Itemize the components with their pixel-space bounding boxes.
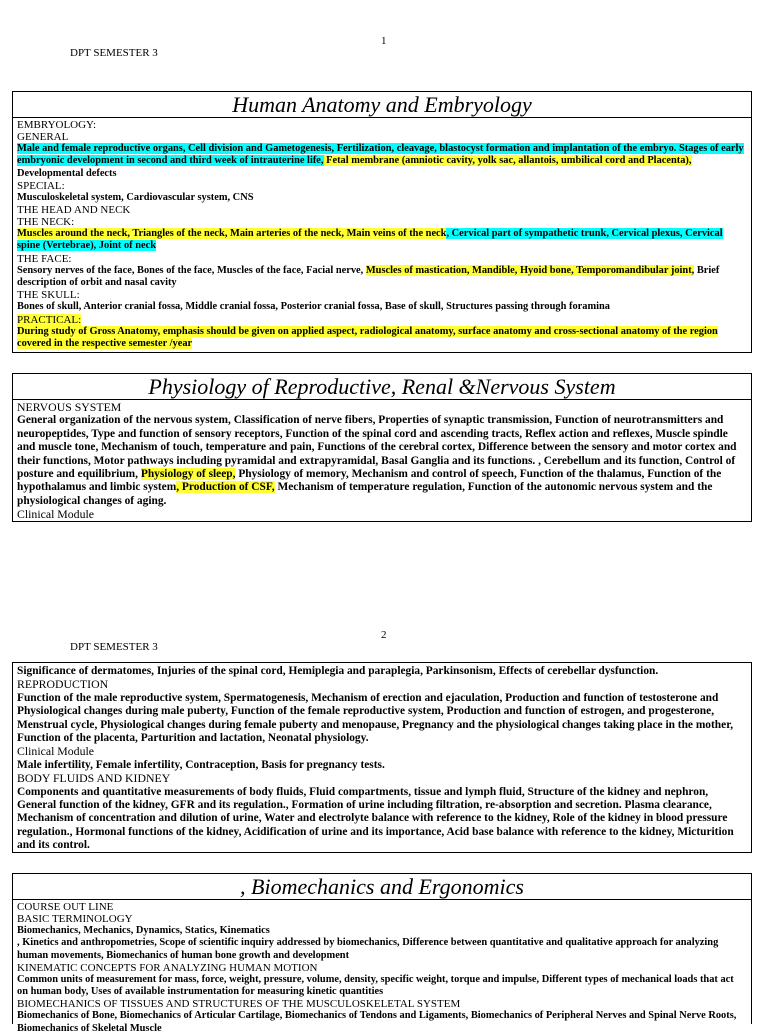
- paragraph: Common units of measurement for mass, force, weight, pressure, volume, density, specific weight, torque and impulse, Different types of mechanical loads that act on human body, Uses of available instrumentation for measuring kinetic quantities: [17, 973, 734, 998]
- subheading: REPRODUCTION: [17, 677, 109, 692]
- highlight-yellow: , Production of CSF,: [176, 481, 275, 494]
- subheading: [17, 314, 747, 326]
- section-title: Human Anatomy and Embryology: [13, 92, 751, 118]
- page-header: DPT SEMESTER 3: [70, 47, 158, 59]
- subheading: THE SKULL:: [17, 289, 80, 302]
- physiology-continued-section: [12, 662, 752, 853]
- subheading: Clinical Module: [17, 507, 94, 522]
- subheading: BODY FLUIDS AND KIDNEY: [17, 771, 171, 786]
- physiology-section: [12, 373, 752, 522]
- highlight-yellow: Fetal membrane (amniotic cavity, yolk sac, allantois, umbilical cord and Placenta),: [323, 155, 692, 167]
- paragraph: Significance of dermatomes, Injuries of the spinal cord, Hemiplegia and paraplegia, Parkinsonism, Effects of cerebellar dysfunction.: [17, 665, 659, 677]
- subheading: KINEMATIC CONCEPTS FOR ANALYZING HUMAN MOTION: [17, 961, 318, 974]
- subheading: NERVOUS SYSTEM: [17, 400, 122, 414]
- paragraph: Function of the male reproductive system, Spermatogenesis, Mechanism of erection and ejaculation, Production and function of testosterone and Physiological changes during male puberty, Function of the female reproductive system, Production and function of estrogen, and progesterone, Menstrual cycle, Physiological changes during female puberty and menopause, Pregnancy and the physiological changes taking place in the mother, Function of the placenta, Parturition and lactation, Neonatal physiology.: [17, 691, 734, 745]
- paragraph: Components and quantitative measurements of body fluids, Fluid compartments, tissue and lymph fluid, Structure of the kidney and nephron, General function of the kidney, GFR and its regulation., Formation of urine including filtration, re-absorption and secretion. Plasma clearance, Mechanism of concentration and dilution of urine, Water and electrolyte balance with reference to the kidney, Role of the kidney in blood pressure regulation., Hormonal functions of the kidney, Acidification of urine and its importance, Acid base balance with reference to the kidney, Micturition and its control.: [17, 785, 734, 852]
- subheading: BIOMECHANICS OF TISSUES AND STRUCTURES OF THE MUSCULOSKELETAL SYSTEM: [17, 998, 461, 1011]
- biomechanics-section: [12, 873, 752, 1034]
- paragraph: Musculoskeletal system, Cardiovascular system, CNS: [17, 191, 254, 203]
- page-number: 2: [381, 629, 387, 641]
- subheading: BASIC TERMINOLOGY: [17, 913, 133, 925]
- subheading: SPECIAL:: [17, 179, 65, 192]
- subheading: GENERAL: [17, 131, 69, 143]
- paragraph: [17, 228, 747, 253]
- paragraph: [17, 265, 747, 290]
- paragraph: [17, 143, 747, 180]
- section-title: Physiology of Reproductive, Renal &Nervous System: [13, 374, 751, 400]
- paragraph: [17, 414, 747, 508]
- subheading: Clinical Module: [17, 744, 94, 759]
- text-span: Mechanism of temperature regulation, Function of the autonomic nervous system and the physiological changes of aging.: [17, 481, 713, 507]
- section-title: , Biomechanics and Ergonomics: [13, 874, 751, 900]
- page-header: DPT SEMESTER 3: [70, 641, 158, 653]
- paragraph: Bones of skull, Anterior cranial fossa, Middle cranial fossa, Posterior cranial fossa, Base of skull, Structures passing through foramina: [17, 301, 610, 313]
- paragraph: , Kinetics and anthropometries, Scope of scientific inquiry addressed by biomechanics, Difference between quantitative and qualitative approach for analyzing human movements, Biomechanics of human bone growth and development: [17, 937, 719, 961]
- subheading: COURSE OUT LINE: [17, 901, 114, 913]
- paragraph: Biomechanics, Mechanics, Dynamics, Statics, Kinematics: [17, 925, 270, 936]
- anatomy-section: [12, 91, 752, 353]
- subheading: THE HEAD AND NECK: [17, 204, 131, 217]
- paragraph: Biomechanics of Bone, Biomechanics of Articular Cartilage, Biomechanics of Tendons and Ligaments, Biomechanics of Peripheral Nerves and Spinal Nerve Roots, Biomechanics of Skeletal Muscle: [17, 1010, 737, 1034]
- text-span: General organization of the nervous system, Classification of nerve fibers, Properties of synaptic transmission, Function of neurotransmitters and neuropeptides, Type and function of sensory receptors, Function of the spinal cord and ascending tracts, Reflex action and reflexes, Muscle spindle and muscle tone, Mechanism of touch, temperature and pain, Functions of the cerebral cortex, Difference between the sensory and motor cortex and their functions, Motor pathways including pyramidal and extrapyramidal, Basal Ganglia and its functions. , Cerebellum and its function, Control of posture and equilibrium,: [17, 414, 737, 481]
- highlight-yellow: Muscles around the neck, Triangles of the neck, Main arteries of the neck, Main veins of the neck: [17, 228, 447, 240]
- text-span: Developmental defects: [17, 167, 117, 179]
- highlight-cyan: , Cervical part of sympathetic trunk, Cervical plexus, Cervical spine (Vertebrae), Joint of neck: [17, 228, 723, 252]
- text-span: Brief description of orbit and nasal cavity: [17, 264, 720, 289]
- text-span: Sensory nerves of the face, Bones of the face, Muscles of the face, Facial nerve,: [17, 264, 366, 276]
- text-span: Physiology of memory, Mechanism and control of speech, Function of the thalamus, Function of the hypothalamus and limbic system: [17, 468, 722, 494]
- subheading: THE FACE:: [17, 252, 72, 265]
- highlight-yellow: Physiology of sleep,: [140, 468, 236, 481]
- highlight-yellow: During study of Gross Anatomy, emphasis should be given on applied aspect, radiological anatomy, surface anatomy and cross-sectional anatomy of the region covered in the respective semester /year: [17, 325, 718, 349]
- subheading: THE NECK:: [17, 216, 75, 229]
- page-number: 1: [381, 35, 387, 47]
- paragraph: [17, 326, 747, 351]
- highlight-yellow: Muscles of mastication, Mandible, Hyoid bone, Temporomandibular joint,: [365, 264, 695, 276]
- subheading: EMBRYOLOGY:: [17, 119, 97, 131]
- paragraph: Male infertility, Female infertility, Contraception, Basis for pregnancy tests.: [17, 758, 385, 771]
- highlight-cyan: Male and female reproductive organs, Cell division and Gametogenesis, Fertilization, cleavage, blastocyst formation and implantation of the embryo. Stages of early embryonic development in second and third week of intrauterine life,: [17, 143, 744, 167]
- highlight-yellow: PRACTICAL:: [17, 313, 82, 326]
